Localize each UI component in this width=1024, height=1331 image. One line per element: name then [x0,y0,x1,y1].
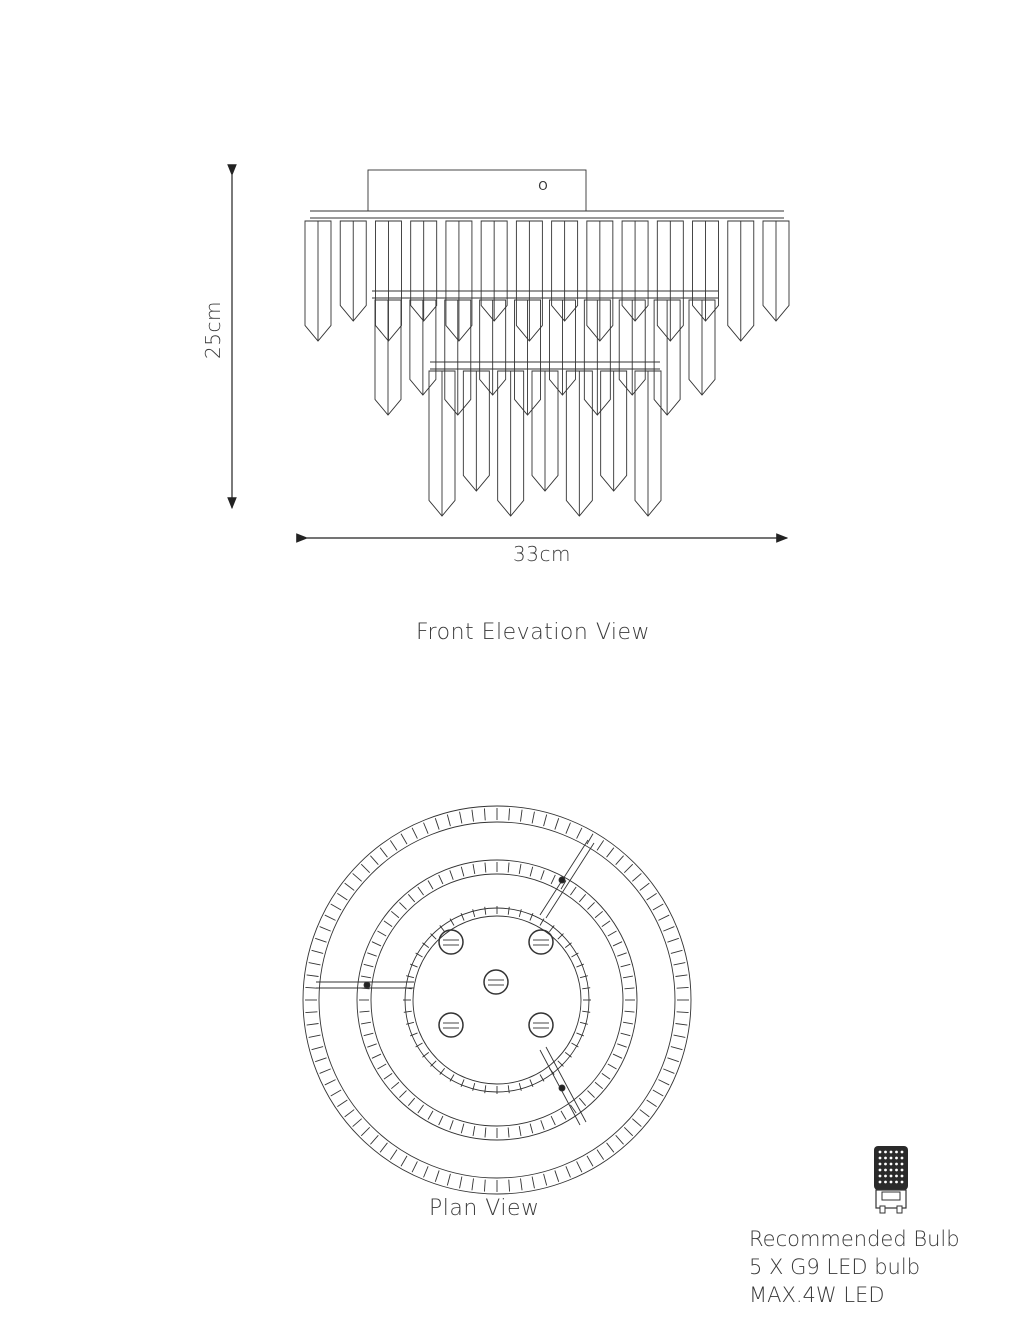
crystal-tick [384,921,392,927]
crystal-drop [552,221,578,321]
crystal-tick [472,810,474,822]
front-elevation-drawing [305,170,789,516]
bulb-socket [529,1013,553,1037]
crystal-tick [353,1119,362,1127]
crystal-tick [653,1090,663,1096]
crystal-tick [337,1100,347,1107]
crystal-tick [461,1124,464,1134]
crystal-drop [654,300,680,415]
crystal-tick [439,875,443,884]
crystal-drop [480,300,506,395]
crystal-drop [516,221,542,341]
crystal-tick [607,848,614,858]
led-dot [890,1151,893,1154]
led-dot [884,1181,887,1184]
crystal-tick [460,1177,462,1189]
crystal-tick [587,834,593,844]
crystal-tick [551,1116,555,1125]
crystal-tick [408,894,414,902]
crystal-tick [607,1143,614,1153]
crystal-tick [674,963,686,965]
front-elevation-caption: Front Elevation View [416,620,651,645]
crystal-tick [377,1064,386,1069]
crystal-tick [675,975,687,977]
crystal-drop [549,300,575,395]
crystal-tick [428,880,433,889]
crystal-drop [375,221,401,341]
crystal-tick [372,942,381,946]
crystal-tick [621,964,631,967]
crystal-tick [624,864,632,872]
crystal-tick [305,1012,317,1013]
crystal-tick [566,1166,571,1177]
crystal-tick [530,1124,533,1134]
crystal-tick [579,1098,585,1106]
led-dot [901,1169,904,1172]
bulb-title: Recommended Bulb [749,1227,960,1251]
bulb-wattage: MAX.4W LED [749,1283,885,1307]
crystal-tick [544,815,547,827]
crystal-tick [412,828,417,839]
crystal-tick [667,1058,678,1062]
crystal-tick [647,1100,657,1107]
crystal-tick [597,1150,604,1160]
led-dot [890,1175,893,1178]
crystal-tick [485,1085,486,1093]
crystal-tick [485,1128,486,1138]
crystal-drop [481,221,507,321]
crystal-tick [309,963,321,965]
crystal-tick [617,1044,626,1047]
crystal-tick [377,931,386,936]
led-dot [895,1157,898,1160]
crystal-tick [632,1119,641,1127]
bulb-count: 5 X G9 LED bulb [749,1255,921,1279]
plan-view-drawing [303,806,691,1194]
led-dot [895,1151,898,1154]
crystal-tick [677,987,689,988]
crystal-tick [608,1064,617,1069]
crystal-tick [608,931,617,936]
crystal-tick [653,904,663,910]
crystal-drop [635,371,661,516]
crystal-tick [325,915,336,920]
crystal-drop [657,221,683,341]
crystal-tick [616,1135,624,1144]
led-dot [901,1151,904,1154]
crystal-tick [508,907,509,915]
led-dot [884,1151,887,1154]
led-dot [879,1157,882,1160]
crystal-tick [307,975,319,977]
crystal-tick [632,873,641,881]
crystal-tick [566,823,571,834]
crystal-tick [418,1105,424,1113]
crystal-tick [399,902,406,909]
led-dot [895,1169,898,1172]
crystal-tick [472,1178,474,1190]
crystal-tick [380,1143,387,1153]
led-dot [895,1163,898,1166]
crystal-tick [582,988,590,989]
crystal-tick [532,812,534,824]
crystal-tick [623,976,633,978]
crystal-tick [519,1126,521,1136]
crystal-tick [364,1033,374,1036]
crystal-tick [428,1111,433,1120]
crystal-drop [587,221,613,341]
crystal-tick [431,1061,437,1067]
crystal-tick [450,1120,453,1129]
crystal-tick [541,870,544,879]
crystal-tick [309,1035,321,1037]
crystal-tick [579,894,585,902]
width-dimension-label: 33cm [513,542,571,566]
crystal-tick [541,1120,544,1129]
crystal-tick [508,1128,509,1138]
crystal-tick [391,911,399,917]
crystal-drop [601,371,627,491]
crystal-tick [509,808,510,820]
crystal-drop [532,371,558,491]
crystal-tick [658,915,669,920]
crystal-tick [372,1054,381,1058]
crystal-tick [307,1023,319,1025]
crystal-drop [728,221,754,341]
crystal-drop [619,300,645,395]
height-dimension-label: 25cm [200,301,225,359]
crystal-tick [597,840,604,850]
crystal-tick [663,1069,674,1074]
crystal-tick [399,1091,406,1098]
led-dot [901,1175,904,1178]
crystal-tick [337,893,347,900]
crystal-drop [445,300,471,415]
crystal-tick [315,1058,326,1062]
crystal-tick [508,1085,509,1093]
led-dot [879,1151,882,1154]
crystal-tick [530,867,533,877]
led-dot [884,1157,887,1160]
crystal-tick [391,1082,399,1088]
led-dot [901,1181,904,1184]
crystal-tick [331,904,341,910]
crystal-tick [447,1174,450,1186]
crystal-tick [623,1022,633,1024]
crystal-tick [658,1080,669,1085]
crystal-tick [424,1166,429,1177]
crystal-drop [446,221,472,341]
crystal-tick [315,938,326,942]
crystal-tick [484,808,485,820]
crystal-tick [675,1023,687,1025]
crystal-drop [411,221,437,321]
crystal-tick [370,856,378,865]
crystal-tick [544,1174,547,1186]
crystal-tick [625,988,635,989]
crystal-tick [602,1073,610,1079]
crystal-tick [508,863,509,873]
led-dot [895,1175,898,1178]
crystal-tick [677,1012,689,1013]
crystal-tick [640,883,650,890]
led-dot [879,1169,882,1172]
crystal-tick [671,1047,683,1050]
crystal-tick [305,987,317,988]
crystal-tick [331,1090,341,1096]
crystal-tick [551,875,555,884]
crystal-drop [305,221,331,341]
crystal-tick [367,1044,376,1047]
crystal-tick [555,1170,559,1181]
crystal-tick [384,1073,392,1079]
crystal-tick [621,1033,631,1036]
bulb-socket [439,930,463,954]
crystal-tick [595,1082,603,1088]
crystal-tick [361,1022,371,1024]
crystal-tick [484,1180,485,1192]
crystal-drop [566,371,592,516]
crystal-tick [577,1161,582,1172]
crystal-drop [515,300,541,415]
crystal-tick [461,867,464,877]
crystal-tick [435,818,439,829]
crystal-tick [418,887,424,895]
crystal-tick [424,823,429,834]
crystal-tick [345,883,355,890]
crystal-tick [364,964,374,967]
crystal-tick [404,1011,412,1012]
crystal-drop [463,371,489,491]
led-dot [901,1157,904,1160]
led-dot [890,1163,893,1166]
crystal-tick [460,812,462,824]
crystal-tick [674,1035,686,1037]
crystal-tick [640,1110,650,1117]
crystal-tick [360,1011,370,1012]
led-dot [879,1163,882,1166]
crystal-tick [588,902,595,909]
crystal-tick [519,864,521,874]
crystal-tick [588,1091,595,1098]
crystal-tick [555,818,559,829]
crystal-tick [370,1135,378,1144]
crystal-tick [312,950,324,953]
crystal-tick [353,873,362,881]
crystal-drop [584,300,610,415]
crystal-tick [582,1011,590,1012]
crystal-tick [320,1069,331,1074]
crystal-tick [473,864,475,874]
ceiling-canopy [368,170,586,211]
crystal-tick [450,870,453,879]
crystal-tick [577,828,582,839]
crystal-tick [435,1170,439,1181]
led-dot [879,1181,882,1184]
crystal-tick [613,1054,622,1058]
crystal-tick [624,1127,632,1135]
crystal-tick [570,887,576,895]
led-dot [890,1181,893,1184]
crystal-tick [380,848,387,858]
g9-bulb-icon [874,1146,908,1213]
led-dot [890,1169,893,1172]
crystal-tick [587,1156,593,1166]
led-dot [884,1175,887,1178]
crystal-tick [401,834,407,844]
bulb-socket [439,1013,463,1037]
crystal-tick [616,856,624,865]
crystal-tick [617,953,626,956]
crystal-tick [367,953,376,956]
crystal-tick [558,934,564,940]
led-dot [884,1169,887,1172]
crystal-tick [345,1110,355,1117]
crystal-tick [561,1111,566,1120]
crystal-tick [408,1098,414,1106]
canopy-mark: O [538,179,548,193]
crystal-drop [375,300,401,415]
crystal-tick [520,810,522,822]
crystal-tick [532,1177,534,1189]
crystal-tick [439,1116,443,1125]
crystal-tick [447,815,450,827]
crystal-drop [763,221,789,321]
crystal-tick [509,1180,510,1192]
crystal-tick [412,1161,417,1172]
crystal-drop [410,300,436,395]
crystal-tick [667,938,678,942]
crystal-tick [558,1061,564,1067]
crystal-tick [325,1080,336,1085]
crystal-drop [498,371,524,516]
led-dot [879,1175,882,1178]
crystal-tick [485,907,486,915]
crystal-tick [520,1178,522,1190]
crystal-tick [671,950,683,953]
crystal-tick [485,863,486,873]
plan-view-caption: Plan View [429,1196,540,1221]
crystal-tick [320,927,331,932]
led-dot [895,1181,898,1184]
crystal-tick [401,1156,407,1166]
led-dot [890,1157,893,1160]
bulb-socket [529,930,553,954]
crystal-tick [602,921,610,927]
crystal-tick [473,1126,475,1136]
bulb-socket [484,970,508,994]
led-dot [901,1163,904,1166]
crystal-tick [390,1150,397,1160]
led-dot [884,1163,887,1166]
crystal-tick [613,942,622,946]
crystal-tick [625,1011,635,1012]
crystal-tick [647,893,657,900]
crystal-drop [622,221,648,321]
crystal-tick [361,1127,369,1135]
crystal-drop [340,221,366,321]
crystal-tick [361,976,371,978]
crystal-tick [312,1047,324,1050]
crystal-tick [390,840,397,850]
crystal-tick [361,864,369,872]
crystal-drop [429,371,455,516]
crystal-tick [663,927,674,932]
crystal-tick [595,911,603,917]
recommended-bulb-text [749,1225,960,1309]
crystal-tick [431,934,437,940]
